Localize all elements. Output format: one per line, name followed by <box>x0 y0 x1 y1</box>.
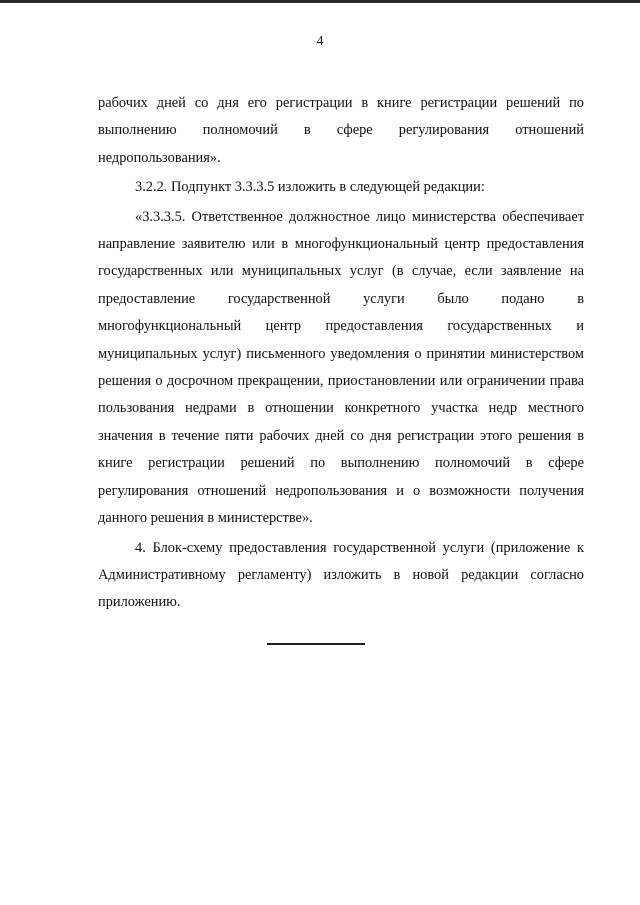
paragraph-3-2-2: 3.2.2. Подпункт 3.3.3.5 изложить в следующей редакции: <box>135 179 485 196</box>
top-border-line <box>0 0 640 3</box>
paragraph-3-3-3-5: «3.3.3.5. Ответственное должностное лицо министерства обеспечивает направление заявителю или в многофункциональный центр предоставления государственных или муниципальных услуг (в случае, если заявление на предоставление государственной услуги было подано в многофункциональный центр предоставления государственных и муниципальных услуг) письменного уведомления о принятии министерством решения о досрочном прекращении, приостановлении или ограничении права пользования недрами в отношении конкретного участка недр местного значения в течение пяти рабочих дней со дня регистрации этого решения в книге регистрации решений по выполнению полномочий в сфере регулирования отношений недропользования и о возможности получения данного решения в министерстве». <box>98 208 584 527</box>
paragraph-item-4: 4. Блок-схему предоставления государственной услуги (приложение к Административному регламенту) изложить в новой редакции согласно приложению. <box>98 539 584 611</box>
closing-divider-line <box>267 643 365 645</box>
page-number: 4 <box>316 34 324 49</box>
paragraph-continuation: рабочих дней со дня его регистрации в книге регистрации решений по выполнению полномочий в сфере регулирования отношений недропользования». <box>98 95 584 166</box>
document-body <box>98 90 584 617</box>
